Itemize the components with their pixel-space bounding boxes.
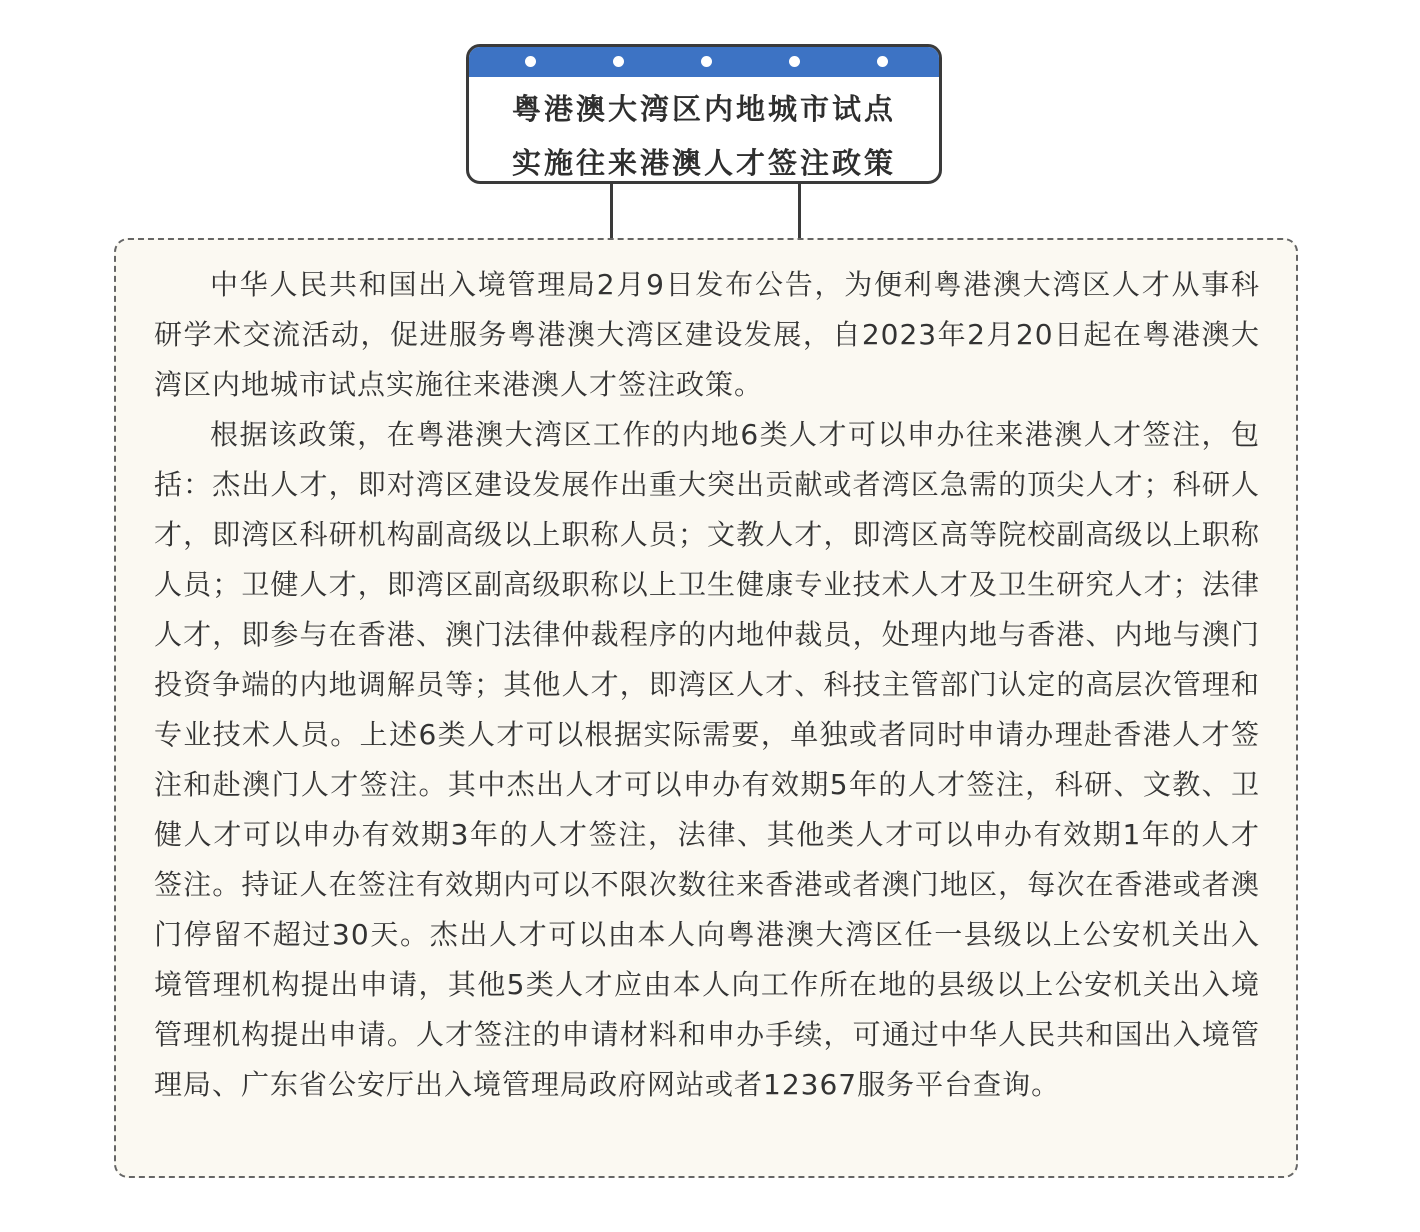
article-body (154, 260, 1260, 1110)
article-paragraph: 根据该政策，在粤港澳大湾区工作的内地6类人才可以申办往来港澳人才签注，包括：杰出人才，即对湾区建设发展作出重大突出贡献或者湾区急需的顶尖人才；科研人才，即湾区科研机构副高级以上职称人员；文教人才，即湾区高等院校副高级以上职称人员；卫健人才，即湾区副高级职称以上卫生健康专业技术人才及卫生研究人才；法律人才，即参与在香港、澳门法律仲裁程序的内地仲裁员，处理内地与香港、内地与澳门投资争端的内地调解员等；其他人才，即湾区人才、科技主管部门认定的高层次管理和专业技术人员。上述6类人才可以根据实际需要，单独或者同时申请办理赴香港人才签注和赴澳门人才签注。其中杰出人才可以申办有效期5年的人才签注，科研、文教、卫健人才可以申办有效期3年的人才签注，法律、其他类人才可以申办有效期1年的人才签注。持证人在签注有效期内可以不限次数往来香港或者澳门地区，每次在香港或者澳门停留不超过30天。杰出人才可以由本人向粤港澳大湾区任一县级以上公安机关出入境管理机构提出申请，其他5类人才应由本人向工作所在地的县级以上公安机关出入境管理机构提出申请。人才签注的申请材料和申办手续，可通过中华人民共和国出入境管理局、广东省公安厅出入境管理局政府网站或者12367服务平台查询。 (154, 418, 1260, 1101)
connector-line-left (610, 184, 613, 238)
page-title-line-1: 粤港澳大湾区内地城市试点 (511, 92, 896, 126)
strip-dot (789, 56, 800, 67)
strip-dot (613, 56, 624, 67)
article-paragraph: 中华人民共和国出入境管理局2月9日发布公告，为便利粤港澳大湾区人才从事科研学术交流活动，促进服务粤港澳大湾区建设发展，自2023年2月20日起在粤港澳大湾区内地城市试点实施往来港澳人才签注政策。 (154, 268, 1260, 401)
connector-line-right (798, 184, 801, 238)
article-body-box (114, 238, 1298, 1178)
page-title-line-2: 实施往来港澳人才签注政策 (511, 146, 896, 180)
title-card (466, 44, 942, 184)
strip-dot (701, 56, 712, 67)
title-strip (469, 47, 939, 77)
strip-dot (525, 56, 536, 67)
strip-dot (877, 56, 888, 67)
